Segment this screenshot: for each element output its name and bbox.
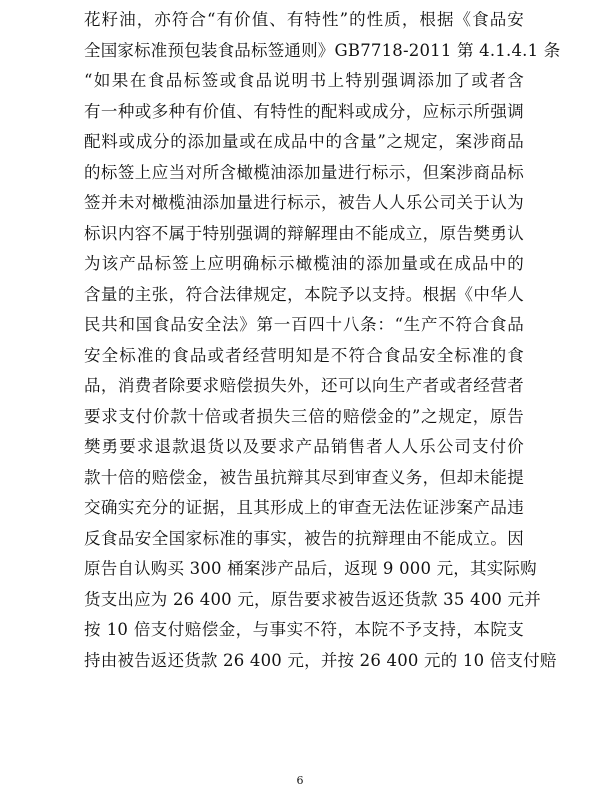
text-line: 樊勇要求退款退货以及要求产品销售者人人乐公司支付价	[84, 437, 524, 456]
judgment-body-text	[84, 5, 561, 676]
text-line: 货支出应为 26 400 元，原告要求被告返还货款 35 400 元并	[84, 589, 541, 609]
text-line: 全国家标准预包装食品标签通则》GB7718-2011 第 4.1.4.1 条	[84, 40, 561, 60]
text-line: “如果在食品标签或食品说明书上特别强调添加了或者含	[84, 71, 524, 90]
text-line: 反食品安全国家标准的事实，被告的抗辩理由不能成立。因	[84, 528, 524, 548]
text-line: 按 10 倍支付赔偿金，与事实不符，本院不予支持，本院支	[84, 620, 524, 639]
text-line: 民共和国食品安全法》第一百四十八条：“生产不符合食品	[84, 315, 524, 334]
text-line: 原告自认购买 300 桶案涉产品后，返现 9 000 元，其实际购	[84, 559, 537, 578]
text-line: 签并未对橄榄油添加量进行标示，被告人人乐公司关于认为	[84, 193, 524, 212]
text-line: 的标签上应当对所含橄榄油添加量进行标示，但案涉商品标	[84, 162, 524, 182]
text-line: 含量的主张，符合法律规定，本院予以支持。根据《中华人	[84, 284, 524, 304]
text-line: 为该产品标签上应明确标示橄榄油的添加量或在成品中的	[84, 254, 524, 273]
text-line: 持由被告返还货款 26 400 元，并按 26 400 元的 10 倍支付赔	[84, 650, 557, 670]
text-line: 有一种或多种有价值、有特性的配料或成分，应标示所强调	[84, 101, 524, 121]
text-line: 要求支付价款十倍或者损失三倍的赔偿金的”之规定，原告	[84, 406, 524, 426]
text-line: 标识内容不属于特别强调的辩解理由不能成立，原告樊勇认	[84, 223, 524, 243]
text-line: 品，消费者除要求赔偿损失外，还可以向生产者或者经营者	[84, 376, 524, 395]
text-line: 款十倍的赔偿金，被告虽抗辩其尽到审查义务，但却未能提	[84, 467, 524, 487]
text-line: 花籽油，亦符合“有价值、有特性”的性质，根据《食品安	[84, 10, 524, 29]
text-line: 交确实充分的证据，且其形成上的审查无法佐证涉案产品违	[84, 498, 524, 517]
page-number: 6	[296, 774, 304, 787]
text-line: 配料或成分的添加量或在成品中的含量”之规定，案涉商品	[84, 132, 524, 151]
text-line: 安全标准的食品或者经营明知是不符合食品安全标准的食	[84, 345, 524, 365]
